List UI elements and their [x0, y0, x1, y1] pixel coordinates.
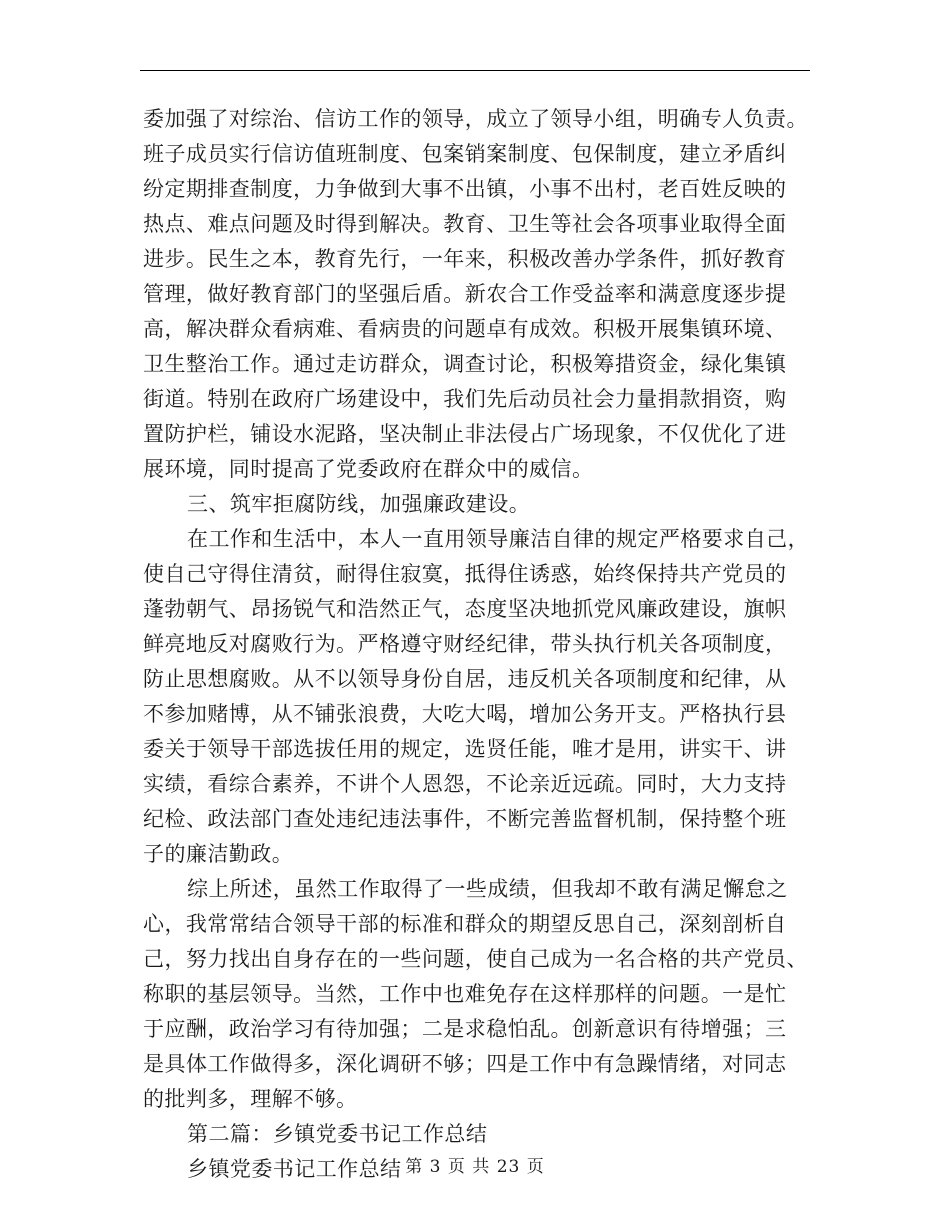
text-line: 进步。民生之本，教育先行，一年来，积极改善办学条件，抓好教育 — [143, 247, 787, 271]
text-line: 子的廉洁勤政。 — [143, 842, 294, 866]
text-line: 展环境，同时提高了党委政府在群众中的威信。 — [143, 457, 594, 481]
text-line: 置防护栏，铺设水泥路，坚决制止非法侵占广场现象，不仅优化了进 — [143, 422, 787, 446]
text-line: 心，我常常结合领导干部的标准和群众的期望反思自己，深刻剖析自 — [143, 912, 787, 936]
text-line: 是具体工作做得多，深化调研不够；四是工作中有急躁情绪，对同志 — [143, 1052, 787, 1076]
text-line: 于应酬，政治学习有待加强；二是求稳怕乱。创新意识有待增强；三 — [143, 1017, 787, 1041]
text-line: 不参加赌博，从不铺张浪费，大吃大喝，增加公务开支。严格执行县 — [143, 702, 787, 726]
document-body — [143, 102, 813, 1187]
text-line: 班子成员实行信访值班制度、包案销案制度、包保制度，建立矛盾纠 — [143, 142, 787, 166]
document-title: 乡镇党委书记工作总结 — [187, 1157, 402, 1181]
text-line: 纷定期排查制度，力争做到大事不出镇，小事不出村，老百姓反映的 — [143, 177, 787, 201]
text-line: 防止思想腐败。从不以领导身份自居，违反机关各项制度和纪律，从 — [143, 667, 787, 691]
text-line: 高，解决群众看病难、看病贵的问题卓有成效。积极开展集镇环境、 — [143, 317, 787, 341]
text-line: 纪检、政法部门查处违纪违法事件，不断完善监督机制，保持整个班 — [143, 807, 787, 831]
text-line: 热点、难点问题及时得到解决。教育、卫生等社会各项事业取得全面 — [143, 212, 787, 236]
header-rule — [140, 70, 810, 71]
page-number-footer: 第 3 页 共 23 页 — [405, 1157, 545, 1177]
text-line: 委关于领导干部选拔任用的规定，选贤任能，唯才是用，讲实干、讲 — [143, 737, 787, 761]
text-line: 实绩，看综合素养，不讲个人恩怨，不论亲近远疏。同时，大力支持 — [143, 772, 787, 796]
chapter-heading: 第二篇：乡镇党委书记工作总结 — [187, 1122, 488, 1146]
text-line: 卫生整治工作。通过走访群众，调查讨论，积极筹措资金，绿化集镇 — [143, 352, 787, 376]
paragraph-start-line: 综上所述，虽然工作取得了一些成绩，但我却不敢有满足懈怠之 — [187, 877, 788, 901]
section-heading: 三、筑牢拒腐防线，加强廉政建设。 — [187, 492, 531, 516]
text-line: 的批判多，理解不够。 — [143, 1087, 358, 1111]
paragraph-start-line: 在工作和生活中，本人一直用领导廉洁自律的规定严格要求自己， — [187, 527, 810, 551]
text-line: 己，努力找出自身存在的一些问题，使自己成为一名合格的共产党员、 — [143, 947, 808, 971]
text-line: 使自己守得住清贫，耐得住寂寞，抵得住诱惑，始终保持共产党员的 — [143, 562, 787, 586]
text-line: 称职的基层领导。当然，工作中也难免存在这样那样的问题。一是忙 — [143, 982, 787, 1006]
text-line: 鲜亮地反对腐败行为。严格遵守财经纪律，带头执行机关各项制度， — [143, 632, 787, 656]
text-line: 委加强了对综治、信访工作的领导，成立了领导小组，明确专人负责。 — [143, 107, 808, 131]
text-line: 街道。特别在政府广场建设中，我们先后动员社会力量捐款捐资，购 — [143, 387, 787, 411]
text-line: 管理，做好教育部门的坚强后盾。新农合工作受益率和满意度逐步提 — [143, 282, 787, 306]
text-line: 蓬勃朝气、昂扬锐气和浩然正气，态度坚决地抓党风廉政建设，旗帜 — [143, 597, 787, 621]
